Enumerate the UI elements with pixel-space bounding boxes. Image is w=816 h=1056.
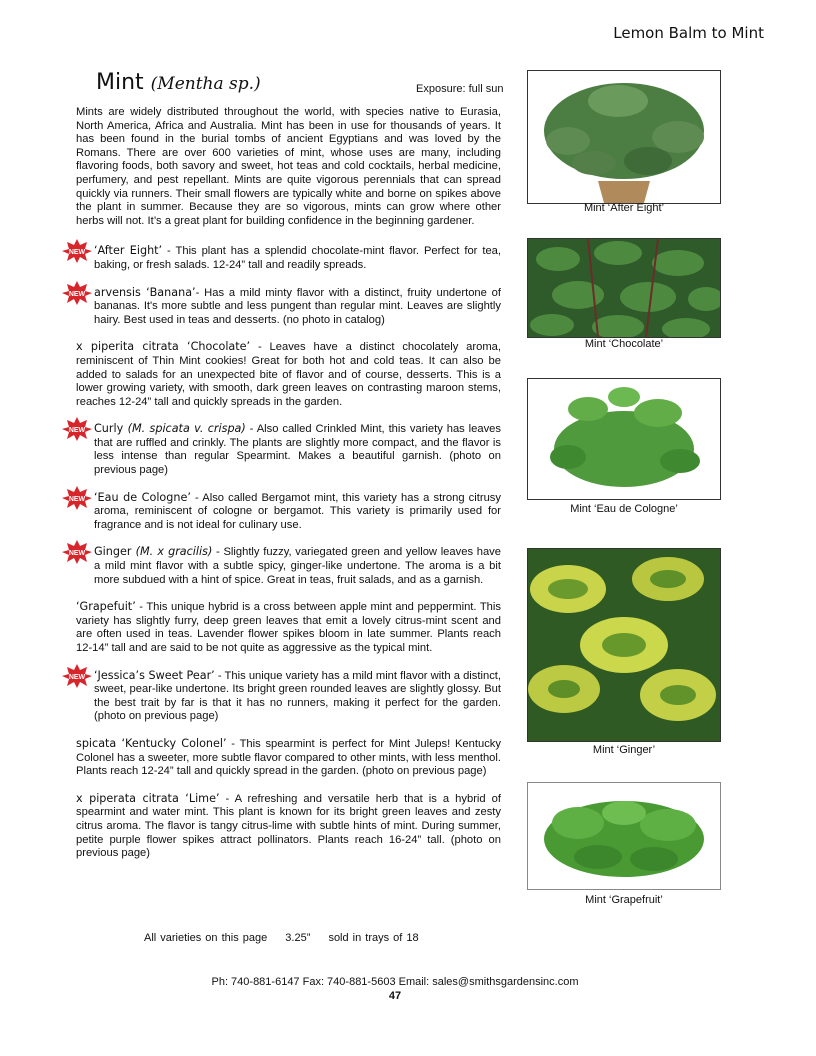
new-badge-icon <box>62 486 92 510</box>
variety-entry <box>76 600 501 655</box>
variety-description: - Slightly fuzzy, variegated green and yellow leaves have a mild mint flavor with a subtle spicy, ginger-like undertone. The aroma is a bit more subdued with a hint of spice. Great in teas, fruit salads, and as a garnish. <box>94 546 501 586</box>
page-number: 47 <box>388 990 402 1002</box>
intro-paragraph: Mints are widely distributed throughout the world, with species native to Eurasia, North America, Africa and Australia. Mint has been in use for thousands of years. It has been found in the burial tombs of ancient Egyptians and was loved by the Romans. There are over 600 varieties of mint, whose uses are many, including flavoring foods, both savory and sweet, hot teas and cold cocktails, herbal medicine, perfumery, and pest repellant. Mints are quite vigorous perennials that can spread quickly via runners. Their small flowers are typically white and borne on spikes above the plant in summer. Because they are so vigorous, mints can grow where other herbs will not. It’s a great plant for building confidence in the beginning gardener. <box>76 106 501 227</box>
caption-grapefruit: Mint ‘Grapefruit’ <box>585 894 663 906</box>
plant-scientific-name: (Mentha sp.) <box>150 74 261 94</box>
photo-eau-de-cologne <box>527 378 721 500</box>
variety-scientific-name: (M. spicata v. crispa) <box>127 422 246 436</box>
variety-name: ‘Eau de Cologne’ <box>94 490 191 504</box>
variety-description: - This spearmint is perfect for Mint Juleps! Kentucky Colonel has a sweeter, more subtle flavor compared to other mints, with less menthol. Plants reach 12-24” tall and quickly spread in the garden. (photo on previous page) <box>76 737 501 778</box>
footer-note-trays: sold in trays of 18 <box>328 932 419 944</box>
variety-entry <box>68 545 501 587</box>
variety-entry <box>68 285 501 328</box>
new-badge-label: NEW <box>68 550 86 558</box>
variety-description: - Also called Bergamot mint, this variety has a strong citrusy aroma, reminiscent of cologne or bergamot. This variety is primarily used for fragrance and is not ideal for culinary use. <box>94 491 501 531</box>
new-badge-icon <box>62 417 92 441</box>
new-badge-icon <box>62 664 92 688</box>
variety-name: ‘After Eight’ <box>94 244 163 258</box>
new-badge-icon <box>62 281 92 305</box>
variety-scientific-name: (M. x gracilis) <box>135 545 213 559</box>
variety-entry <box>68 422 502 477</box>
variety-name: Ginger <box>94 545 136 559</box>
new-badge-label: NEW <box>68 290 86 298</box>
text-column <box>68 106 502 874</box>
section-title: Lemon Balm to Mint <box>613 24 764 42</box>
new-badge-icon <box>62 239 92 263</box>
exposure-label: Exposure: full sun <box>416 83 504 95</box>
caption-after-eight: Mint ‘After Eight’ <box>583 202 665 214</box>
variety-entry <box>68 244 501 272</box>
photo-ginger <box>527 548 721 742</box>
variety-description: - Leaves have a distinct chocolately aroma, reminiscent of Thin Mint cookies! Great for both hot and cold teas. It can also be added to salads for an unexpected bite of flavor and of course, desserts. This is a lower growing variety, with smooth, dark green leaves on contrasting maroon stems, reaches 12-24” tall and quickly spreads in the garden. <box>76 341 501 408</box>
new-badge-label: NEW <box>68 249 86 257</box>
new-badge-label: NEW <box>68 495 86 503</box>
footer-note-label: All varieties on this page <box>144 932 268 944</box>
new-badge-label: NEW <box>68 673 86 681</box>
variety-description: - Also called Crinkled Mint, this variety has leaves that are ruffled and crinkly. The plants are slightly more compact, and the flavor is less intense than regular Spearmint. Makes a beautiful garnish. (photo on previous page) <box>94 423 502 477</box>
variety-name: Curly <box>94 422 128 436</box>
plant-name: Mint <box>96 70 144 95</box>
photo-chocolate <box>527 238 721 338</box>
plant-title <box>96 70 261 95</box>
variety-description: - A refreshing and versatile herb that is a hybrid of spearmint and water mint. This plant is known for its bright green leaves and zesty citrus aroma. The flavor is tangy citrus-lime with subtle hints of mint. During summer, petite purple flower spikes attract pollinators. Plants reach 16-24” tall. (photo on previous page) <box>76 792 501 860</box>
variety-name: spicata ‘Kentucky Colonel’ <box>76 736 227 750</box>
variety-entry <box>68 490 501 533</box>
variety-description: - This plant has a splendid chocolate-mint flavor. Perfect for tea, baking, or fresh salads. 12-24” tall and readily spreads. <box>94 245 501 271</box>
variety-description: - Has a mild minty flavor with a distinct, fruity undertone of bananas. It's more subtle and less pungent than regular mint. Leaves are slightly hairy. Best used in teas and desserts. (no photo in catalog) <box>94 286 501 326</box>
variety-entry <box>76 340 501 409</box>
variety-entry <box>68 668 502 724</box>
variety-name: x piperita citrata ‘Chocolate’ <box>76 340 251 354</box>
variety-entry <box>76 737 501 779</box>
footer-note-size: 3.25” <box>285 932 311 944</box>
new-badge-label: NEW <box>68 427 86 435</box>
variety-name: ‘Jessica’s Sweet Pear’ <box>94 668 215 682</box>
contact-line: Ph: 740-881-6147 Fax: 740-881-5603 Email: sales@smithsgardensinc.com <box>211 976 579 988</box>
variety-list <box>68 244 502 860</box>
footer-note <box>144 932 433 944</box>
caption-eau-de-cologne: Mint ‘Eau de Cologne’ <box>570 503 678 515</box>
new-badge-icon <box>62 540 92 564</box>
photo-after-eight <box>527 70 721 204</box>
variety-name: x piperata citrata ‘Lime’ <box>76 791 220 805</box>
variety-entry <box>76 792 501 861</box>
photo-grapefruit <box>527 782 721 890</box>
variety-name: ‘Grapefuit’ <box>76 600 136 614</box>
variety-description: - This unique variety has a mild mint flavor with a distinct, sweet, pear-like undertone. Its bright green rounded leaves are slightly glossy. But the best trait by far is that it has no runners, making it perfect for the garden. (photo on previous page) <box>94 669 502 723</box>
caption-chocolate: Mint ‘Chocolate’ <box>584 338 664 350</box>
variety-name: arvensis ‘Banana’ <box>94 285 196 299</box>
variety-description: - This unique hybrid is a cross between apple mint and peppermint. This variety has slightly furry, deep green leaves that emit a lovely citrus-mint scent and are often used in teas. Lavender flower spikes bloom in late summer. Plants reach 12-14” tall and are said to be not quite as aggressive as the typical mint. <box>76 601 501 654</box>
caption-ginger: Mint ‘Ginger’ <box>592 744 656 756</box>
